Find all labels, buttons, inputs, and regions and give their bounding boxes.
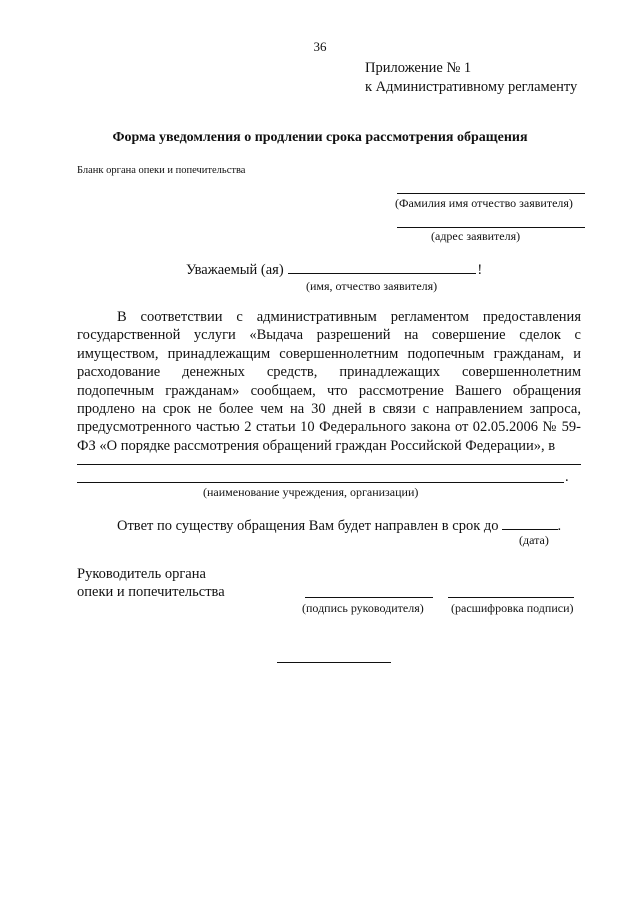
head-title-line-1: Руководитель органа (77, 566, 206, 582)
appendix-line-1: Приложение № 1 (365, 60, 472, 76)
blank-label: Бланк органа опеки и попечительства (77, 165, 246, 176)
applicant-address-line (397, 227, 585, 228)
applicant-name-line (397, 193, 585, 194)
answer-statement (117, 515, 561, 535)
greeting-prefix: Уважаемый (ая) (186, 262, 284, 278)
signature-decode-caption: (расшифровка подписи) (451, 601, 574, 615)
greeting-caption: (имя, отчество заявителя) (306, 279, 438, 293)
answer-date-line (502, 515, 558, 530)
greeting (186, 259, 482, 279)
head-title-line-2: опеки и попечительства (77, 584, 225, 600)
answer-date-caption: (дата) (519, 533, 549, 547)
signature-line (305, 597, 433, 598)
institution-line-1 (77, 464, 581, 465)
page-number: 36 (313, 39, 327, 54)
document-title: Форма уведомления о продлении срока рассмотрения обращения (112, 130, 528, 145)
applicant-name-caption: (Фамилия имя отчество заявителя) (395, 196, 573, 210)
signature-decode-line (448, 597, 574, 598)
appendix-line-2: к Административному регламенту (365, 79, 578, 95)
institution-caption: (наименование учреждения, организации) (203, 485, 419, 499)
signature-caption: (подпись руководителя) (302, 601, 424, 615)
institution-line-end: . (565, 469, 569, 485)
greeting-name-line (288, 259, 476, 274)
answer-text: Ответ по существу обращения Вам будет направлен в срок до (117, 518, 499, 534)
greeting-suffix: ! (477, 262, 483, 278)
bottom-separator-line (277, 662, 391, 663)
answer-end: . (557, 518, 562, 534)
applicant-address-caption: (адрес заявителя) (431, 229, 521, 243)
body-paragraph: В соответствии с административным регламентом предоставления государственной услуги «Выдача разрешений на совершение сделок с имуществом, принадлежащим совершеннолетним подопечным гражданам, и расходование денежных средств, принадлежащих совершеннолетним подопечным гражданам» сообщаем, что рассмотрение Вашего обращения продлено на срок не более чем на 30 дней в связи с направлением запроса, предусмотренного частью 2 статьи 10 Федерального закона от 02.05.2006 № 59-ФЗ «О порядке рассмотрения обращений граждан Российской Федерации», в (77, 309, 581, 454)
institution-line-2 (77, 482, 564, 483)
